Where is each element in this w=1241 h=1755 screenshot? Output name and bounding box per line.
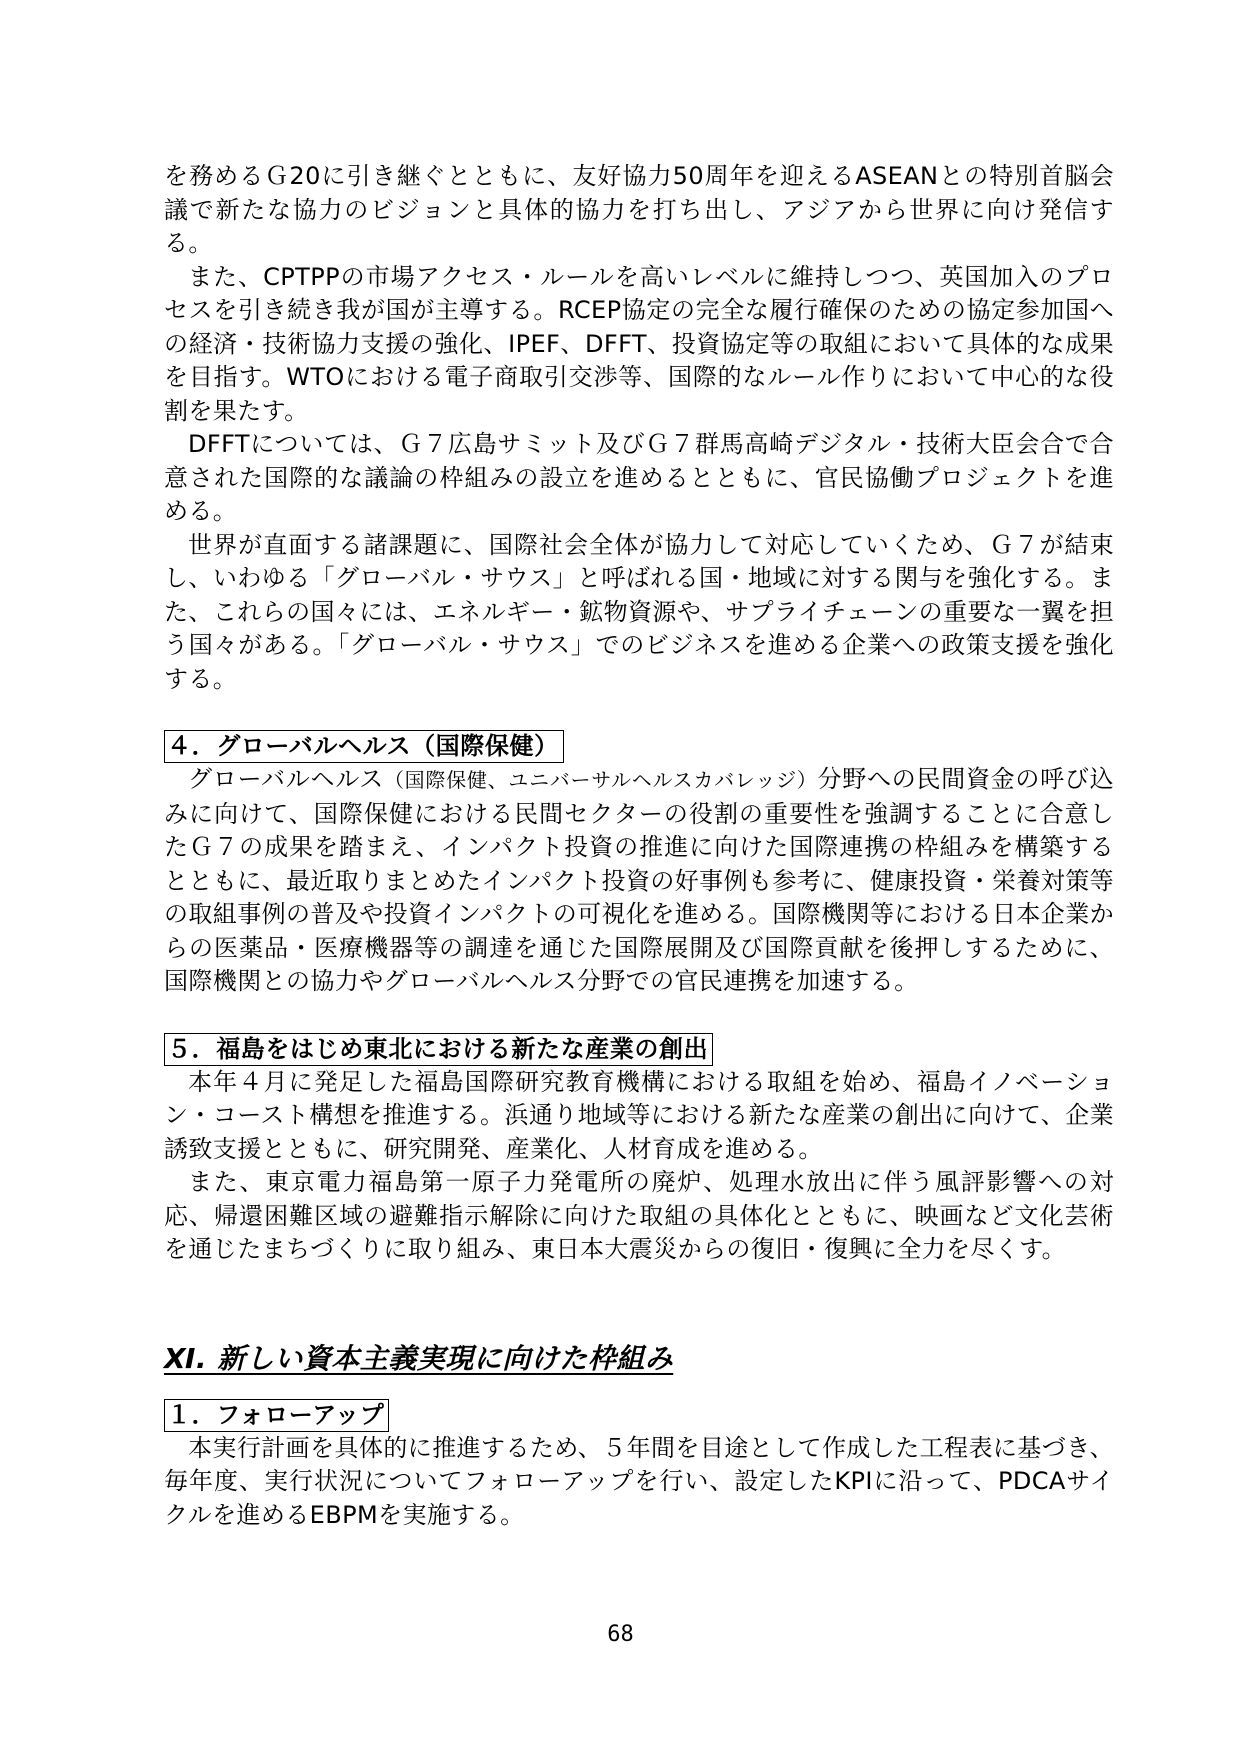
- section-1-paragraph: 本実行計画を具体的に推進するため、５年間を目途として作成した工程表に基づき、毎年度、実行状況についてフォローアップを行い、設定したKPIに沿って、PDCAサイクルを進めるEBPMを実施する。: [164, 1433, 1114, 1529]
- spacer: [164, 999, 1114, 1033]
- page-number: 68: [607, 1622, 634, 1647]
- paragraph-lead: グローバルヘルス: [188, 765, 384, 793]
- page-content: [164, 160, 1114, 1532]
- section-5-heading: ５．福島をはじめ東北における新たな産業の創出: [164, 1033, 713, 1066]
- spacer: [164, 696, 1114, 730]
- body-paragraph: また、CPTPPの市場アクセス・ルールを高いレベルに維持しつつ、英国加入のプロセスを引き続き我が国が主導する。RCEP協定の完全な履行確保のための協定参加国への経済・技術協力支援の強化、IPEF、DFFT、投資協定等の取組において具体的な成果を目指す。WTOにおける電子商取引交渉等、国際的なルール作りにおいて中心的な役割を果たす。: [164, 262, 1114, 425]
- body-paragraph: DFFTについては、Ｇ７広島サミット及びＧ７群馬高崎デジタル・技術大臣会合で合意された国際的な議論の枠組みの設立を進めるとともに、官民協働プロジェクトを進める。: [164, 430, 1114, 525]
- paragraph-rest: 分野への民間資金の呼び込みに向けて、国際保健における民間セクターの役割の重要性を強調することに合意したＧ７の成果を踏まえ、インパクト投資の推進に向けた国際連携の枠組みを構築するとともに、最近取りまとめたインパクト投資の好事例も参考に、健康投資・栄養対策等の取組事例の普及や投資インパクトの可視化を進める。国際機関等における日本企業からの医薬品・医療機器等の調達を通じた国際展開及び国際貢献を後押しするために、国際機関との協力やグローバルヘルス分野での官民連携を加速する。: [164, 765, 1115, 995]
- spacer: [164, 1377, 1114, 1399]
- chapter-title: Ⅺ. 新しい資本主義実現に向けた枠組み: [164, 1341, 674, 1375]
- section-5-paragraph: 本年４月に発足した福島国際研究教育機構における取組を始め、福島イノベーション・コースト構想を推進する。浜通り地域等における新たな産業の創出に向けて、企業誘致支援とともに、研究開発、産業化、人材育成を進める。: [164, 1067, 1114, 1163]
- body-paragraph: を務めるＧ20に引き継ぐとともに、友好協力50周年を迎えるASEANとの特別首脳会議で新たな協力のビジョンと具体的協力を打ち出し、アジアから世界に向け発信する。: [164, 162, 1114, 257]
- section-1-heading: １．フォローアップ: [164, 1399, 389, 1432]
- spacer: [164, 1267, 1114, 1337]
- body-paragraph: 世界が直面する諸課題に、国際社会全体が協力して対応していくため、Ｇ７が結束し、いわゆる「グローバル・サウス」と呼ばれる国・地域に対する関与を強化する。また、これらの国々には、エネルギー・鉱物資源や、サプライチェーンの重要な一翼を担う国々がある。「グローバル・サウス」でのビジネスを進める企業への政策支援を強化する。: [164, 530, 1114, 693]
- section-4-paragraph: [164, 763, 1114, 999]
- paragraph-note: （国際保健、ユニバーサルヘルスカバレッジ）: [383, 768, 818, 792]
- section-4-heading: ４．グローバルヘルス（国際保健）: [164, 730, 564, 763]
- section-5-paragraph: また、東京電力福島第一原子力発電所の廃炉、処理水放出に伴う風評影響への対応、帰還困難区域の避難指示解除に向けた取組の具体化とともに、映画など文化芸術を通じたまちづくりに取り組み、東日本大震災からの復旧・復興に全力を尽くす。: [164, 1168, 1114, 1263]
